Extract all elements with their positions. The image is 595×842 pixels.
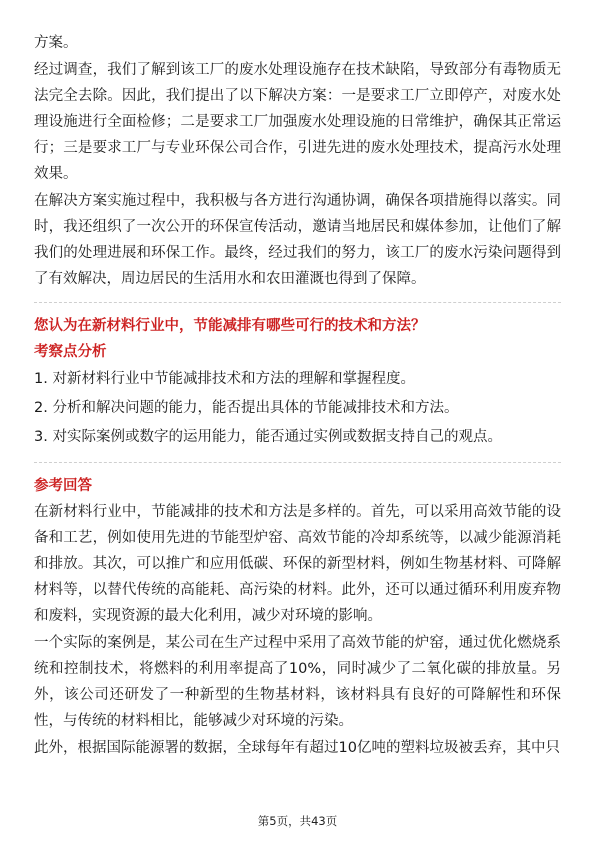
analysis-item: 2. 分析和解决问题的能力，能否提出具体的节能减排技术和方法。 [34,400,459,416]
intro-paragraph-tail: 方案。 [34,35,78,51]
section-divider [34,302,561,303]
analysis-heading: 考察点分析 [34,344,107,360]
answer-paragraph-case: 一个实际的案例是，某公司在生产过程中采用了高效节能的炉窑，通过优化燃烧系统和控制技术，将燃料的利用率提高了10%，同时减少了二氧化碳的排放量。另外，该公司还研发了一种新型的生物基材料，该材料具有良好的可降解性和环保性，与传统的材料相比，能够减少对环境的污染。 [34,635,561,729]
analysis-item: 3. 对实际案例或数字的运用能力，能否通过实例或数据支持自己的观点。 [34,429,502,445]
intro-paragraph-investigation: 经过调查，我们了解到该工厂的废水处理设施存在技术缺陷，导致部分有毒物质无法完全去除。因此，我们提出了以下解决方案：一是要求工厂立即停产，对废水处理设施进行全面检修；二是要求工厂加强废水处理设施的日常维护，确保其正常运行；三是要求工厂与专业环保公司合作，引进先进的废水处理技术，提高污水处理效果。 [34,62,561,182]
answer-paragraph-data: 此外，根据国际能源署的数据，全球每年有超过10亿吨的塑料垃圾被丢弃，其中只 [34,740,560,756]
interview-question: 您认为在新材料行业中，节能减排有哪些可行的技术和方法？ [34,318,426,334]
analysis-item: 1. 对新材料行业中节能减排技术和方法的理解和掌握程度。 [34,371,415,387]
answer-paragraph-methods: 在新材料行业中，节能减排的技术和方法是多样的。首先，可以采用高效节能的设备和工艺，例如使用先进的节能型炉窑、高效节能的冷却系统等，以减少能源消耗和排放。其次，可以推广和应用低碳、环保的新型材料，例如生物基材料、可降解材料等，以替代传统的高能耗、高污染的材料。此外，还可以通过循环利用废弃物和废料，实现资源的最大化利用，减少对环境的影响。 [34,504,561,624]
answer-heading: 参考回答 [34,478,92,494]
intro-paragraph-implementation: 在解决方案实施过程中，我积极与各方进行沟通协调，确保各项措施得以落实。同时，我还组织了一次公开的环保宣传活动，邀请当地居民和媒体参加，让他们了解我们的处理进展和环保工作。最终，经过我们的努力，该工厂的废水污染问题得到了有效解决，周边居民的生活用水和农田灌溉也得到了保障。 [34,193,561,287]
section-divider [34,462,561,463]
page-number: 第5页，共43页 [257,814,338,828]
document-body [34,30,561,762]
